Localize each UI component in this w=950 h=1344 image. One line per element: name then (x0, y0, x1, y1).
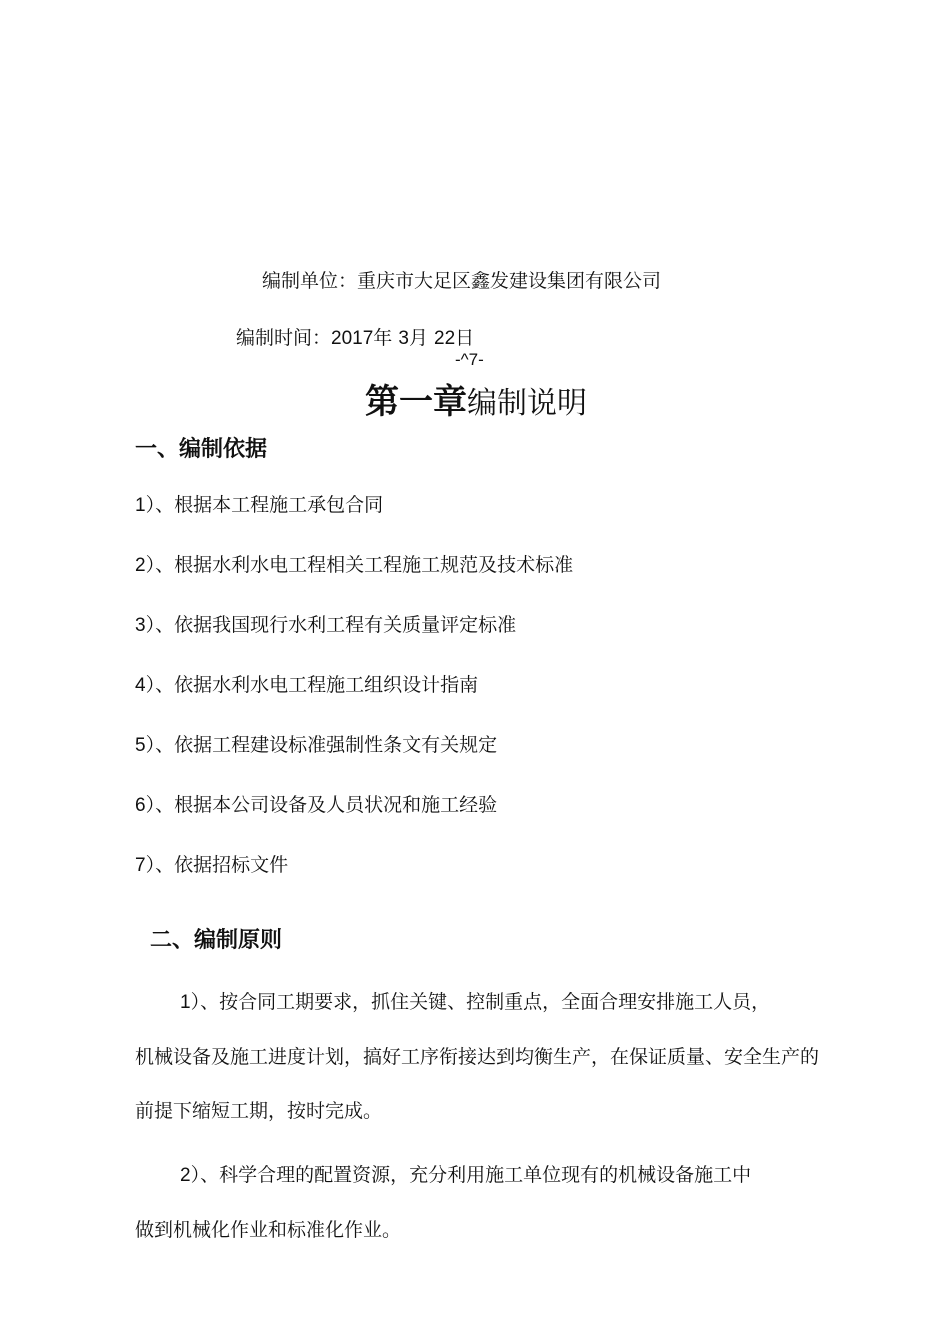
chapter-title (365, 374, 587, 423)
date-label: 编制时间： (236, 327, 332, 349)
compiling-date (236, 323, 474, 350)
list-item: 7）、依据招标文件 (135, 854, 289, 876)
date-month-unit: 月 (408, 327, 428, 349)
list-item: 4）、依据水利水电工程施工组织设计指南 (135, 674, 479, 696)
section-heading-principles: 二、编制原则 (150, 928, 283, 953)
page-number: -^7- (455, 350, 484, 369)
date-day: 22 (434, 328, 456, 349)
list-item: 5）、依据工程建设标准强制性条文有关规定 (135, 734, 498, 756)
chapter-number: 第一章 (365, 382, 467, 422)
list-item: 1）、根据本工程施工承包合同 (135, 494, 384, 516)
list-item: 6）、根据本公司设备及人员状况和施工经验 (135, 794, 498, 816)
section-heading-basis: 一、编制依据 (135, 437, 268, 462)
list-item: 2）、根据水利水电工程相关工程施工规范及技术标准 (135, 554, 574, 576)
compiling-unit: 编制单位：重庆市大足区鑫发建设集团有限公司 (262, 270, 662, 292)
date-year: 2017 (331, 328, 374, 349)
date-day-unit: 日 (455, 327, 475, 349)
principle-paragraph-2: 2）、科学合理的配置资源，充分利用施工单位现有的机械设备施工中 做到机械化作业和标准化作业。 (135, 1164, 752, 1241)
list-item: 3）、依据我国现行水利工程有关质量评定标准 (135, 614, 517, 636)
chapter-name: 编制说明 (467, 386, 587, 421)
principle-paragraph-1: 1）、按合同工期要求，抓住关键、控制重点，全面合理安排施工人员， 机械设备及施工进度计划，搞好工序衔接达到均衡生产，在保证质量、安全生产的前提下缩短工期，按时完成。 (135, 991, 820, 1122)
date-month: 3 (398, 328, 409, 349)
date-year-unit: 年 (373, 327, 393, 349)
